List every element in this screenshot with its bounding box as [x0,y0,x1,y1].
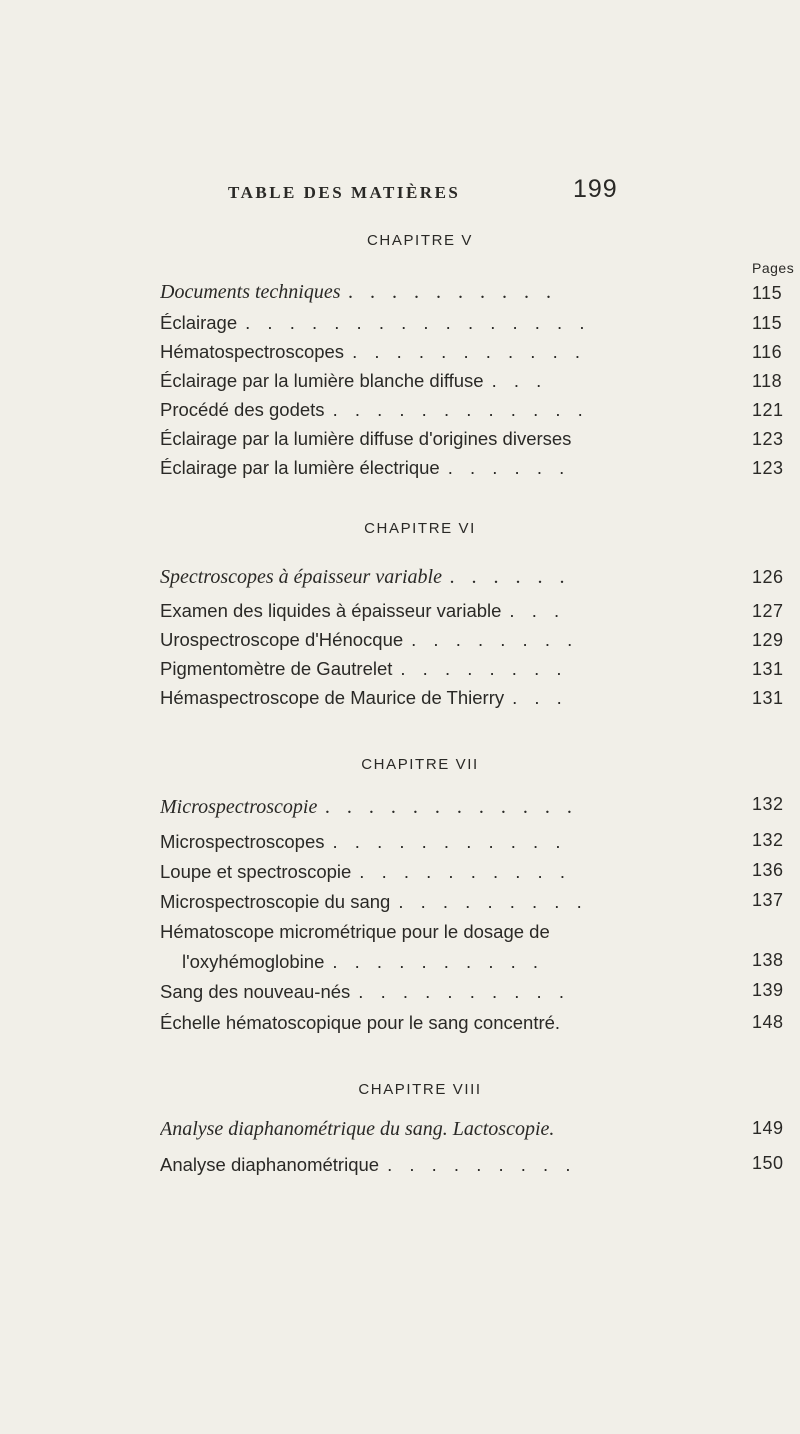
toc-entry-documents-techniques[interactable] [160,280,590,304]
leader-dots: . . . . . . . . [400,658,568,679]
leader-dots: . . . . . . . . . [398,891,588,912]
leader-dots: . . . [491,370,548,391]
leader-dots: . . . . . . . . . . [359,861,571,882]
toc-page-number: 115 [752,283,783,303]
chapter-title-viii: CHAPITRE VIII [358,1081,482,1098]
toc-entry-microspectroscopie[interactable] [160,795,590,819]
toc-page-number: 138 [752,950,784,970]
entry-text: Procédé des godets [160,399,325,420]
running-head [228,175,728,211]
leader-dots: . . . . . . . . . . [348,281,558,303]
toc-page-number: 116 [752,342,783,362]
toc-entry-sang-nouveau-nes[interactable] [160,980,590,1004]
toc-entry-echelle-hematoscopique[interactable] [160,1011,615,1035]
chapter-title-vii: CHAPITRE VII [361,756,479,773]
entry-text: Éclairage par la lumière diffuse d'origines diverses [160,428,572,449]
toc-page-number: 136 [752,860,784,880]
entry-text: Microspectroscopie du sang [160,891,391,912]
entry-text: Examen des liquides à épaisseur variable [160,600,502,621]
toc-entry-loupe-spectroscopie[interactable] [160,860,590,884]
entry-text: Microspectroscopes [160,831,325,852]
toc-page-number: 137 [752,890,784,910]
toc-page-number: 115 [752,313,783,333]
toc-page-number: 132 [752,794,784,814]
page-number: 199 [573,175,618,203]
toc-entry-microspectroscopie-sang[interactable] [160,890,590,914]
toc-entry-examen-liquides[interactable] [160,599,590,623]
leader-dots: . . . [512,687,568,708]
toc-page-number: 129 [752,630,784,650]
toc-entry-urospectroscope[interactable] [160,628,590,652]
leader-dots: . . . . . . . . . . [358,981,570,1002]
leader-dots: . . . . . . . . . . . . [332,399,589,420]
leader-dots: . . . [509,600,566,621]
chapter-title-v: CHAPITRE V [366,232,473,249]
entry-text: Hémaspectroscope de Maurice de Thierry [160,687,505,708]
leader-dots: . . . . . . . . . [387,1154,577,1175]
entry-text: Sang des nouveau-nés [160,981,351,1002]
toc-entry-hematospectroscopes[interactable] [160,340,590,364]
entry-text: Hématoscope micrométrique pour le dosage de [160,921,550,942]
leader-dots: . . . . . . [449,566,571,588]
toc-entry-eclairage-electrique[interactable] [160,456,590,480]
toc-page-number: 148 [752,1012,784,1032]
entry-text: l'oxyhémoglobine [182,951,325,972]
toc-entry-oxyhemoglobine[interactable] [182,950,612,974]
entry-text: Loupe et spectroscopie [160,861,352,882]
pages-column-label: Pages [752,260,795,276]
entry-text: Hématospectroscopes [160,341,345,362]
entry-text: Microspectroscopie [160,796,318,818]
toc-entry-eclairage[interactable] [160,311,590,335]
leader-dots: . . . . . . . . . . . [352,341,587,362]
entry-text: Urospectroscope d'Hénocque [160,629,404,650]
chapter-title-vi: CHAPITRE VI [364,520,476,537]
toc-page-number: 132 [752,830,784,850]
entry-text: Documents techniques [160,281,341,303]
leader-dots: . . . . . . . . . . . . [325,796,579,818]
toc-entry-eclairage-origines[interactable] [160,427,615,451]
toc-page-number: 121 [752,400,784,420]
toc-entry-spectroscopes-epaisseur[interactable] [160,565,590,589]
toc-entry-eclairage-blanche[interactable] [160,369,590,393]
leader-dots: . . . . . . [447,457,571,478]
entry-text: Éclairage par la lumière blanche diffuse [160,370,484,391]
toc-page-number: 131 [752,659,784,679]
toc-page-number: 118 [752,371,783,391]
leader-dots: . . . . . . . . . . [332,951,545,972]
leader-dots: . . . . . . . . [411,629,579,650]
entry-text: Pigmentomètre de Gautrelet [160,658,393,679]
leader-dots: . . . . . . . . . . . [332,831,567,852]
entry-text: Échelle hématoscopique pour le sang concentré. [160,1012,561,1033]
toc-page-number: 149 [752,1118,784,1138]
toc-entry-hemaspectroscope[interactable] [160,686,590,710]
toc-page-number: 139 [752,980,784,1000]
toc-entry-procede-godets[interactable] [160,398,590,422]
toc-page-number: 123 [752,429,784,449]
toc-page-number: 131 [752,688,784,708]
leader-dots: . . . . . . . . . . . . . . . . [245,312,590,333]
toc-page-number: 126 [752,567,784,587]
toc-entry-microspectroscopes[interactable] [160,830,590,854]
entry-text: Éclairage par la lumière électrique [160,457,440,478]
toc-page-number: 127 [752,601,784,621]
toc-entry-analyse-diaphanometrique-sang[interactable] [160,1117,615,1141]
toc-page-number: 150 [752,1153,784,1173]
toc-entry-analyse-diaphanometrique[interactable] [160,1153,590,1177]
entry-text: Analyse diaphanométrique [160,1154,380,1175]
entry-text: Éclairage [160,312,238,333]
entry-text: Analyse diaphanométrique du sang. Lactoscopie. [160,1118,555,1140]
entry-text: Spectroscopes à épaisseur variable [160,566,442,588]
running-title: TABLE DES MATIÈRES [228,183,461,202]
toc-page-number: 123 [752,458,784,478]
toc-entry-pigmentometre[interactable] [160,657,590,681]
toc-entry-hematoscope-micrometrique[interactable] [160,920,615,944]
